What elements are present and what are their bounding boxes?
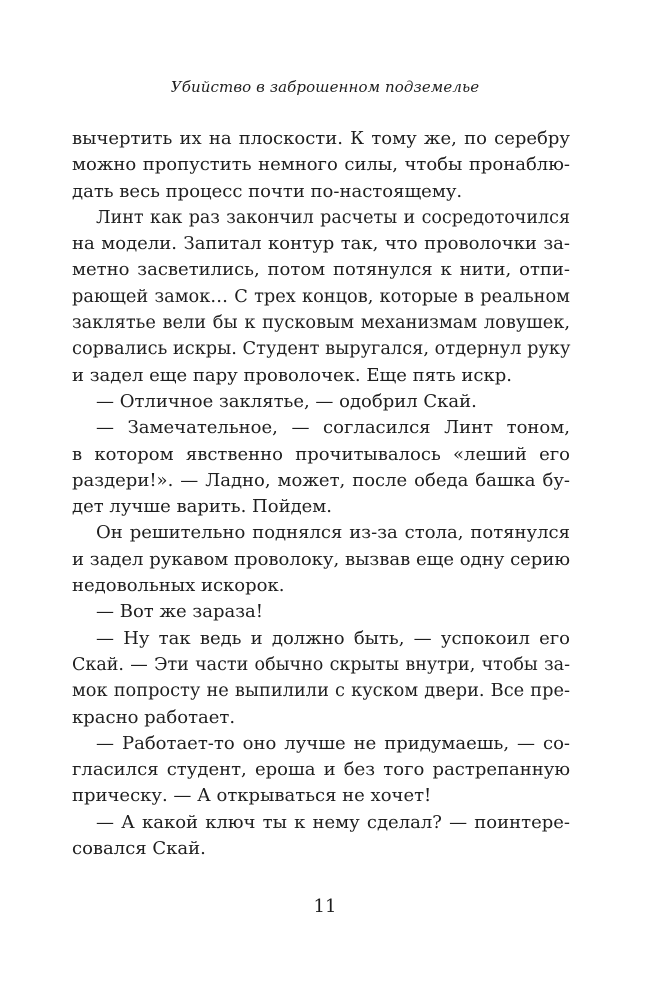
text-line: дать весь процесс почти по-настоящему. bbox=[72, 180, 463, 202]
text-line: рающей замок… С трех концов, которые в реальном bbox=[72, 286, 570, 307]
text-line: — Вот же зараза! bbox=[96, 601, 263, 623]
running-head: Убийство в заброшенном подземелье bbox=[170, 78, 480, 96]
text-line: — Ну так ведь и должно быть, — успокоил его bbox=[96, 627, 570, 649]
text-line: прическу. — А открываться не хочет! bbox=[72, 785, 432, 807]
body-text bbox=[72, 126, 570, 862]
text-line: и задел еще пару проволочек. Еще пять искр. bbox=[72, 364, 512, 386]
text-line: сорвались искры. Студент выругался, отдернул руку bbox=[72, 339, 571, 360]
text-line: и задел рукавом проволоку, вызвав еще одну серию bbox=[72, 548, 570, 570]
text-line: гласился студент, ероша и без того растрепанную bbox=[72, 759, 570, 781]
text-line: раздери!». — Ладно, может, после обеда башка бу- bbox=[72, 469, 570, 491]
text-line: красно работает. bbox=[72, 706, 236, 728]
text-line: недовольных искорок. bbox=[72, 575, 285, 597]
text-line: дет лучше варить. Пойдем. bbox=[72, 496, 333, 518]
text-line: Скай. — Эти части обычно скрыты внутри, чтобы за- bbox=[72, 654, 570, 675]
text-line: заклятье вели бы к пусковым механизмам ловушек, bbox=[72, 313, 570, 334]
text-line: — Замечательное, — согласился Линт тоном, bbox=[96, 417, 570, 439]
text-line: на модели. Запитал контур так, что проволочки за- bbox=[72, 233, 570, 255]
text-line: Он решительно поднялся из-за стола, потянулся bbox=[96, 522, 570, 544]
text-line: мок попросту не выпилили с куском двери. Все пре- bbox=[72, 681, 570, 702]
text-line: — А какой ключ ты к нему сделал? — поинтере- bbox=[96, 811, 570, 833]
text-line: можно пропустить немного силы, чтобы пронаблю- bbox=[72, 154, 570, 176]
text-line: вычертить их на плоскости. К тому же, по серебру bbox=[72, 128, 570, 149]
text-line: — Работает-то оно лучше не придумаешь, — со- bbox=[96, 732, 570, 754]
text-line: совался Скай. bbox=[72, 838, 206, 860]
text-line: — Отличное заклятье, — одобрил Скай. bbox=[96, 390, 477, 412]
text-line: в котором явственно прочитывалось «леший его bbox=[72, 443, 570, 465]
text-line: Линт как раз закончил расчеты и сосредоточился bbox=[96, 207, 570, 228]
text-line: метно засветились, потом потянулся к нити, отпи- bbox=[72, 259, 570, 281]
page-number: 11 bbox=[313, 896, 337, 917]
